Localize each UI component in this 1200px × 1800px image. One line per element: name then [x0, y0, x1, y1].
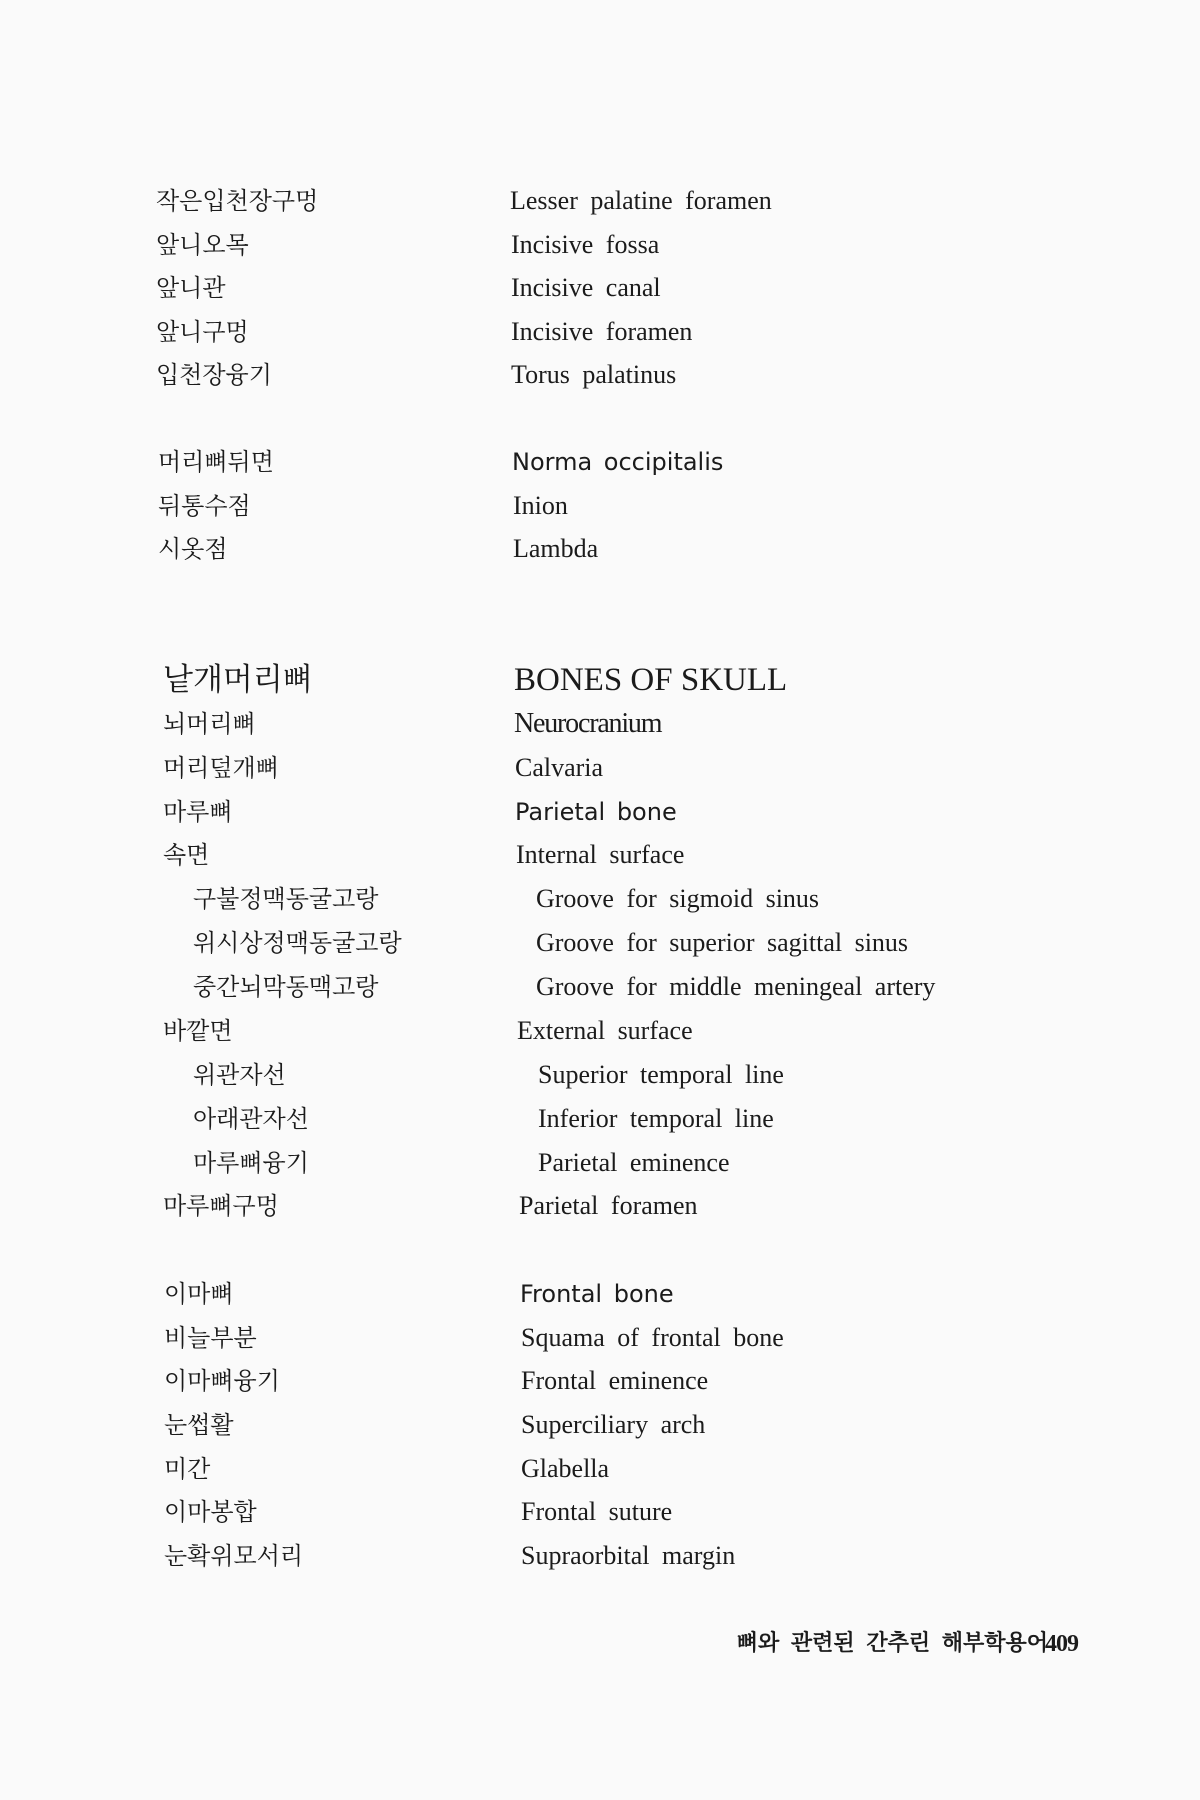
- korean-term: 이마뼈: [164, 1280, 234, 1308]
- term-row: [163, 1184, 1063, 1228]
- term-row: [193, 965, 1093, 1009]
- korean-term: 속면: [163, 841, 210, 869]
- term-row: [163, 702, 1063, 746]
- korean-term: 비늘부분: [164, 1324, 257, 1352]
- term-row: [158, 484, 1058, 528]
- english-term: Superciliary arch: [521, 1410, 706, 1439]
- korean-term: 아래관자선: [193, 1105, 309, 1133]
- english-term: Parietal bone: [515, 798, 677, 826]
- english-term: Norma occipitalis: [512, 448, 724, 476]
- english-term: Lambda: [513, 534, 599, 563]
- korean-term: 뒤통수점: [158, 492, 251, 520]
- english-term: Squama of frontal bone: [521, 1323, 784, 1352]
- term-row: [164, 1316, 1064, 1360]
- section-heading: [163, 654, 1063, 706]
- term-row: [164, 1534, 1064, 1578]
- english-term: Inferior temporal line: [538, 1104, 774, 1133]
- english-term: Frontal suture: [521, 1497, 673, 1526]
- term-row: [163, 1009, 1063, 1053]
- english-term: External surface: [517, 1016, 693, 1045]
- term-row: [163, 833, 1063, 877]
- english-term: Glabella: [521, 1454, 610, 1483]
- english-term: Calvaria: [515, 753, 604, 782]
- section-heading-english: BONES OF SKULL: [514, 662, 788, 698]
- term-row: [164, 1403, 1064, 1447]
- term-row: [156, 266, 1056, 310]
- english-term: Incisive fossa: [511, 230, 660, 259]
- english-term: Incisive foramen: [511, 317, 693, 346]
- english-term: Neurocranium: [514, 708, 662, 739]
- term-row: [156, 223, 1056, 267]
- term-row: [193, 1053, 1093, 1097]
- term-row: [164, 1447, 1064, 1491]
- korean-term: 입천장융기: [156, 361, 272, 389]
- running-footer-title: 뼈와 관련된 간추린 해부학용어: [736, 1631, 1048, 1656]
- korean-term: 중간뇌막동맥고랑: [193, 973, 379, 1001]
- korean-term: 마루뼈구멍: [163, 1192, 279, 1220]
- korean-term: 위시상정맥동굴고랑: [193, 929, 402, 957]
- korean-term: 마루뼈융기: [193, 1149, 309, 1177]
- english-term: Groove for middle meningeal artery: [536, 972, 936, 1001]
- english-term: Groove for sigmoid sinus: [536, 884, 820, 913]
- korean-term: 뇌머리뼈: [163, 710, 256, 738]
- korean-term: 머리뼈뒤면: [158, 448, 274, 476]
- term-row: [193, 1141, 1093, 1185]
- term-row: [163, 790, 1063, 834]
- term-row: [193, 921, 1093, 965]
- korean-term: 작은입천장구멍: [156, 187, 319, 215]
- term-row: [156, 353, 1056, 397]
- page-number: 409: [1045, 1631, 1078, 1657]
- korean-term: 구불정맥동굴고랑: [193, 885, 379, 913]
- term-row: [164, 1490, 1064, 1534]
- term-row: [158, 440, 1058, 484]
- korean-term: 앞니관: [156, 274, 226, 302]
- section-heading-korean: 낱개머리뼈: [163, 662, 313, 698]
- term-row: [193, 1097, 1093, 1141]
- korean-term: 앞니구멍: [156, 318, 249, 346]
- english-term: Lesser palatine foramen: [510, 186, 772, 215]
- english-term: Groove for superior sagittal sinus: [536, 928, 909, 957]
- term-row: [164, 1359, 1064, 1403]
- page-footer: [0, 1622, 1200, 1666]
- term-row: [158, 527, 1058, 571]
- korean-term: 마루뼈: [163, 798, 233, 826]
- korean-term: 시옷점: [158, 535, 228, 563]
- term-row: [156, 179, 1056, 223]
- term-row: [193, 877, 1093, 921]
- korean-term: 이마뼈융기: [164, 1367, 280, 1395]
- korean-term: 눈썹활: [164, 1411, 234, 1439]
- english-term: Inion: [513, 491, 568, 520]
- korean-term: 눈확위모서리: [164, 1542, 304, 1570]
- korean-term: 위관자선: [193, 1061, 286, 1089]
- korean-term: 앞니오목: [156, 231, 249, 259]
- english-term: Torus palatinus: [511, 360, 677, 389]
- english-term: Parietal eminence: [538, 1148, 730, 1177]
- english-term: Frontal bone: [520, 1280, 674, 1308]
- english-term: Supraorbital margin: [521, 1541, 736, 1570]
- korean-term: 머리덮개뼈: [163, 754, 279, 782]
- term-row: [163, 746, 1063, 790]
- english-term: Frontal eminence: [521, 1366, 709, 1395]
- korean-term: 미간: [164, 1455, 211, 1483]
- english-term: Incisive canal: [511, 273, 661, 302]
- english-term: Internal surface: [516, 840, 685, 869]
- english-term: Parietal foramen: [519, 1191, 698, 1220]
- term-row: [156, 310, 1056, 354]
- korean-term: 이마봉합: [164, 1498, 257, 1526]
- korean-term: 바깥면: [163, 1017, 233, 1045]
- english-term: Superior temporal line: [538, 1060, 784, 1089]
- term-row: [164, 1272, 1064, 1316]
